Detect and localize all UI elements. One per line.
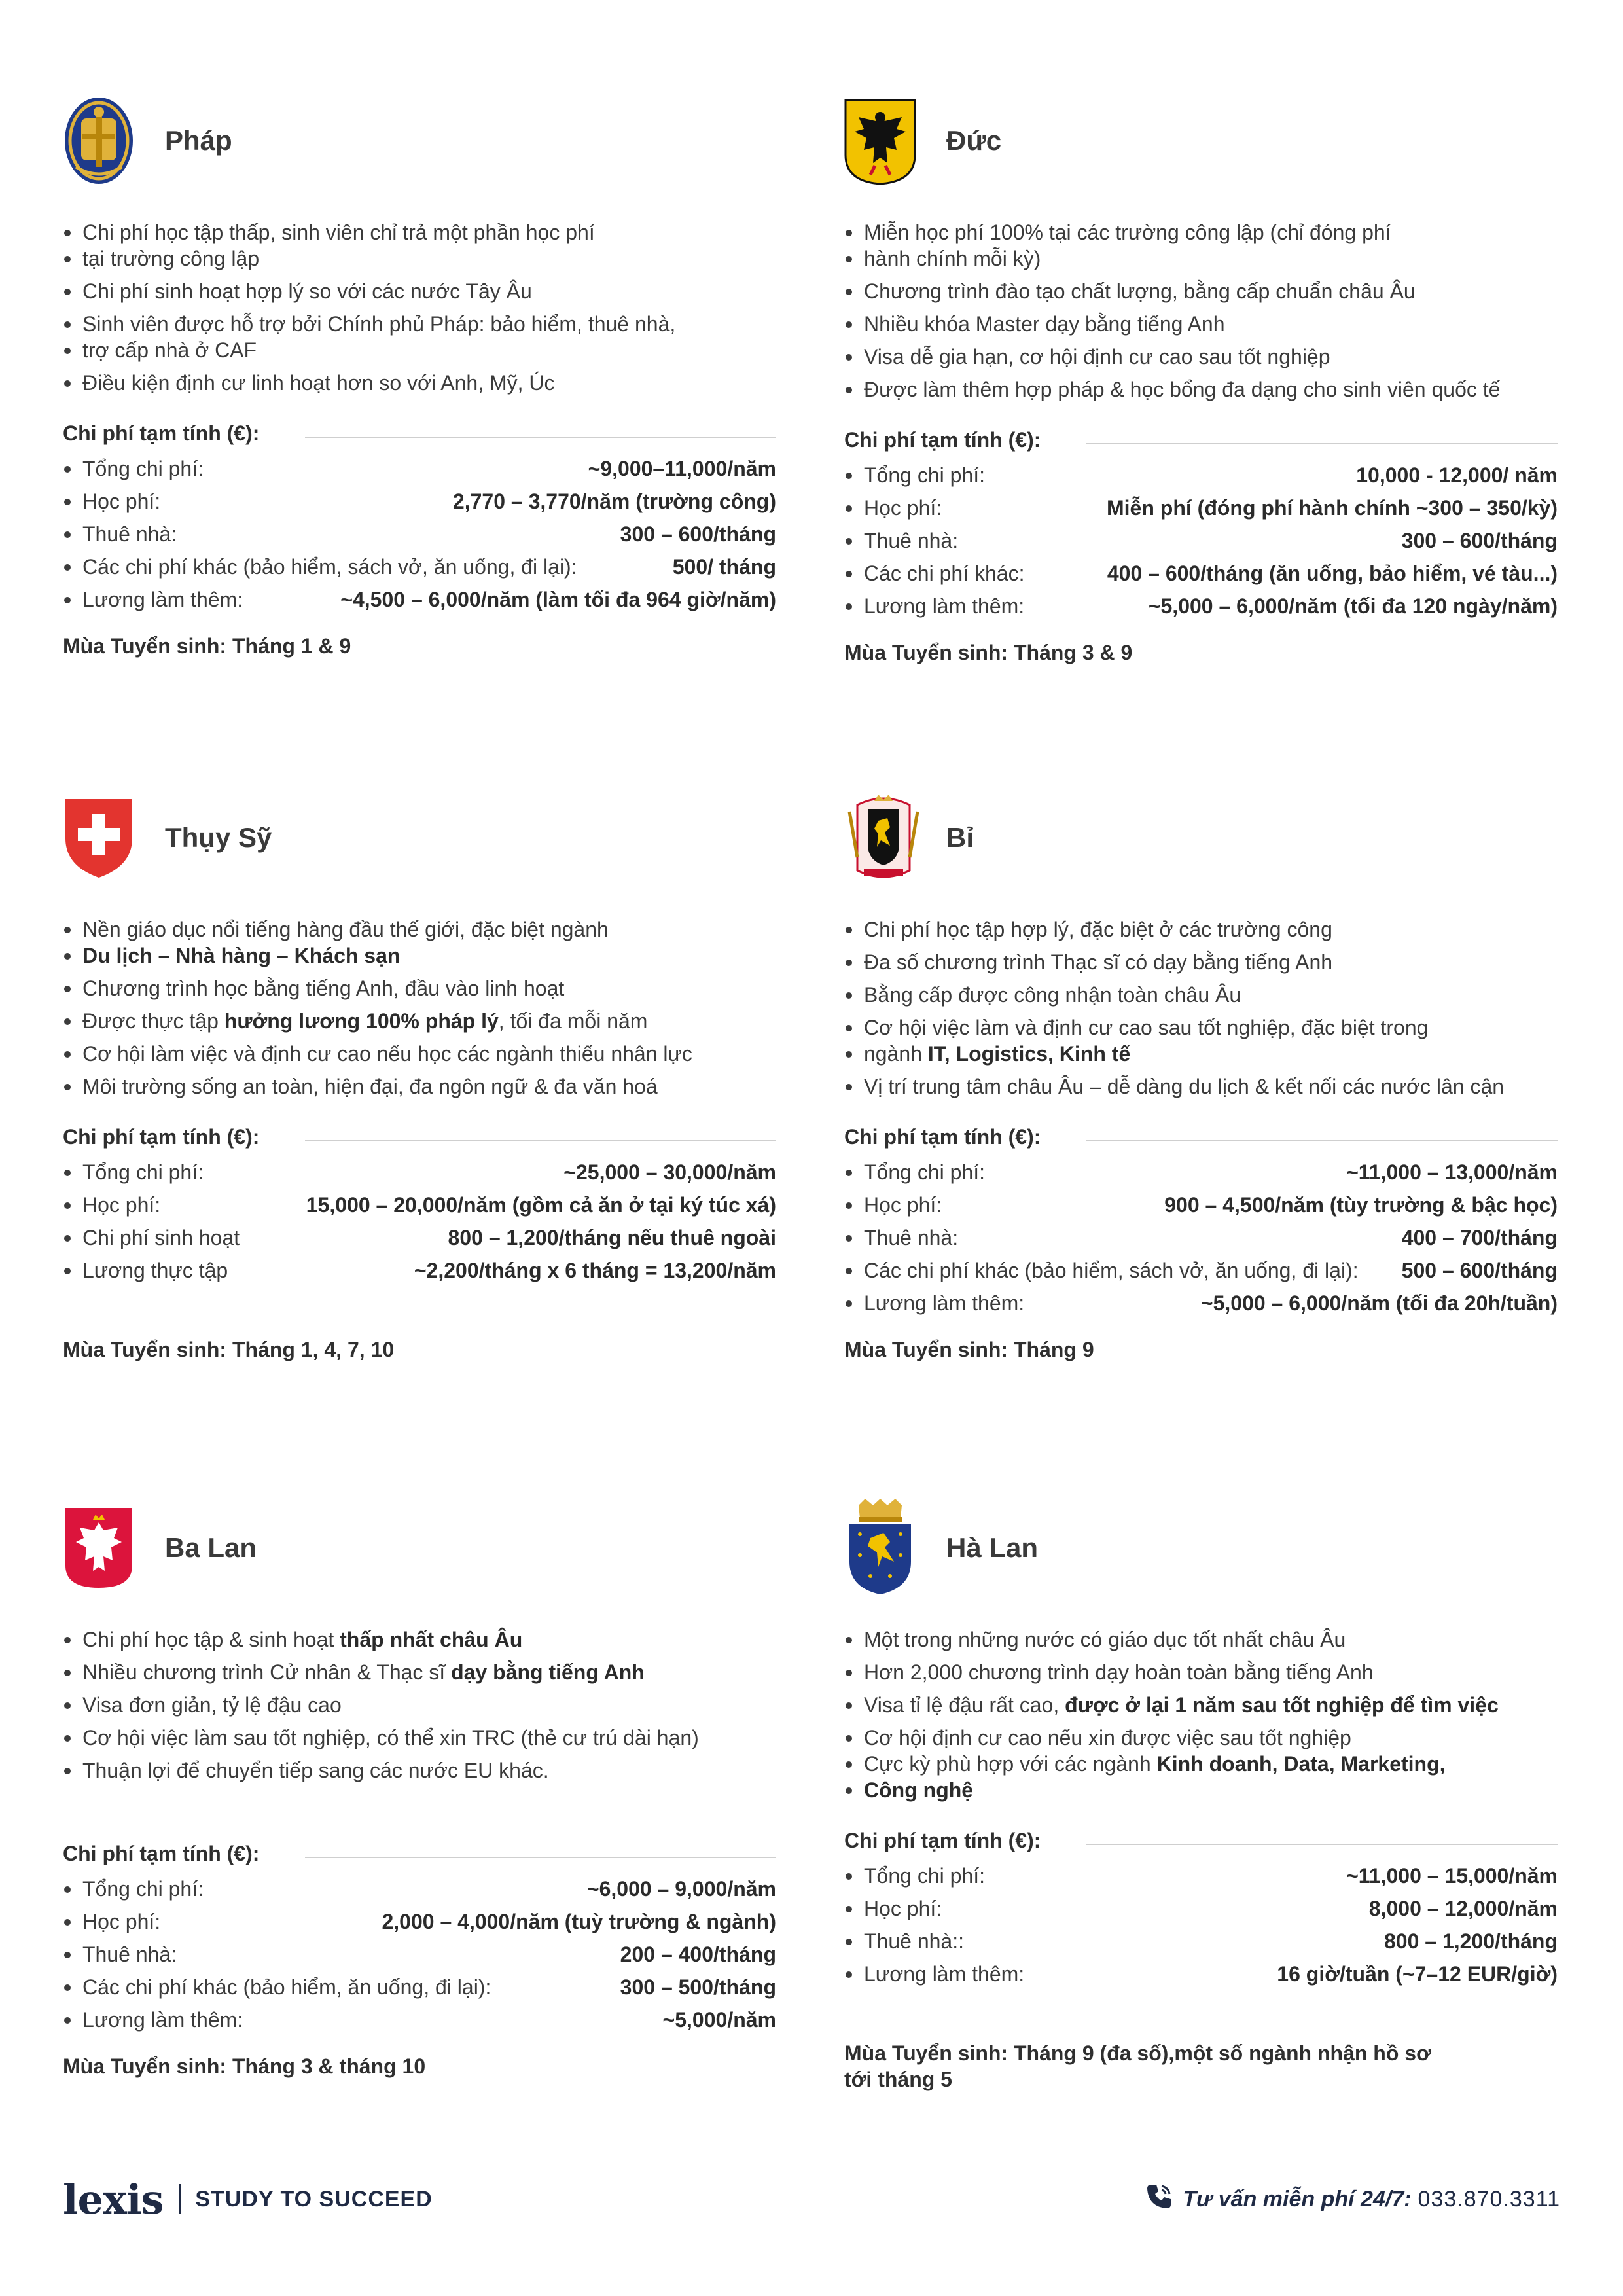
- cost-value: ~5,000/năm: [662, 2008, 776, 2032]
- cost-value: 16 giờ/tuần (~7–12 EUR/giờ): [1277, 1962, 1558, 1986]
- cost-label: Lương làm thêm:: [82, 2008, 243, 2032]
- cost-value: 300 – 600/tháng: [1401, 529, 1558, 552]
- cost-row: [63, 1971, 776, 2003]
- admission-season: Mùa Tuyển sinh: Tháng 1 & 9: [63, 634, 351, 658]
- country-card-netherlands: [844, 1499, 1558, 2092]
- cost-value: 200 – 400/tháng: [620, 1943, 776, 1966]
- cost-label: Chi phí sinh hoạt: [82, 1226, 240, 1249]
- feature-item: Được thực tập hưởng lương 100% pháp lý, tối đa mỗi năm: [63, 1005, 776, 1037]
- cost-row: [844, 492, 1558, 524]
- cost-value: Miễn phí (đóng phí hành chính ~300 – 350/kỳ): [1107, 496, 1558, 520]
- poland-eagle-icon: [63, 1499, 141, 1597]
- cost-value: ~25,000 – 30,000/năm: [563, 1160, 776, 1184]
- cost-row: [63, 1254, 776, 1287]
- cost-list: [63, 1156, 776, 1287]
- cost-label: Học phí:: [864, 1897, 942, 1920]
- cost-value: 400 – 600/tháng (ăn uống, bảo hiểm, vé tàu...): [1107, 562, 1558, 585]
- cost-value: 2,770 – 3,770/năm (trường công): [452, 490, 776, 513]
- cost-label: Lương làm thêm:: [864, 594, 1025, 618]
- swiss-cross-icon: [63, 789, 141, 887]
- cost-title: Chi phí tạm tính (€):: [844, 1829, 1041, 1852]
- cost-row: [844, 557, 1558, 590]
- cost-label: Học phí:: [82, 1910, 161, 1933]
- cost-value: ~4,500 – 6,000/năm (làm tối đa 964 giờ/năm): [340, 588, 776, 611]
- highlight-text: dạy bằng tiếng Anh: [451, 1660, 645, 1684]
- hotline-label: Tư vấn miễn phí 24/7:: [1183, 2186, 1412, 2212]
- cost-row: [844, 1859, 1558, 1892]
- cost-label: Học phí:: [82, 490, 161, 513]
- feature-item: Chương trình đào tạo chất lượng, bằng cấp chuẩn châu Âu: [844, 275, 1558, 308]
- cost-value: 500/ tháng: [672, 555, 776, 579]
- cost-title: Chi phí tạm tính (€):: [844, 428, 1041, 452]
- country-name: Ba Lan: [165, 1532, 257, 1563]
- cost-label: Tổng chi phí:: [864, 463, 985, 487]
- cost-row: [844, 1287, 1558, 1319]
- netherlands-coat-of-arms-icon: [844, 1499, 923, 1597]
- cost-value: ~11,000 – 13,000/năm: [1346, 1160, 1558, 1184]
- feature-item: Thuận lợi để chuyển tiếp sang các nước EU khác.: [63, 1754, 776, 1787]
- feature-list: [63, 1623, 776, 1787]
- cost-row: [844, 1892, 1558, 1925]
- divider: [1086, 1140, 1558, 1141]
- phone-icon: [1145, 2182, 1173, 2217]
- cost-row: [844, 590, 1558, 622]
- cost-header: [844, 428, 1558, 452]
- hotline[interactable]: [1145, 2182, 1560, 2217]
- cost-value: 500 – 600/tháng: [1401, 1259, 1558, 1282]
- cost-value: ~11,000 – 15,000/năm: [1346, 1864, 1558, 1888]
- cost-label: Tổng chi phí:: [82, 457, 204, 480]
- cost-list: [844, 1156, 1558, 1319]
- cost-row: [63, 452, 776, 485]
- divider: [1086, 1844, 1558, 1845]
- cost-list: [63, 452, 776, 616]
- cost-value: 10,000 - 12,000/ năm: [1356, 463, 1558, 487]
- cost-label: Thuê nhà:: [864, 1226, 959, 1249]
- feature-item: Chương trình học bằng tiếng Anh, đầu vào linh hoạt: [63, 972, 776, 1005]
- country-name: Bỉ: [946, 822, 974, 853]
- divider: [179, 2184, 181, 2214]
- cost-row: [844, 1189, 1558, 1221]
- cost-header: [63, 1842, 776, 1866]
- feature-item: Chi phí học tập & sinh hoạt thấp nhất châu Âu: [63, 1623, 776, 1656]
- tagline: STUDY TO SUCCEED: [195, 2186, 433, 2212]
- feature-item: Vị trí trung tâm châu Âu – dễ dàng du lịch & kết nối các nước lân cận: [844, 1070, 1558, 1103]
- cost-label: Các chi phí khác (bảo hiểm, sách vở, ăn uống, đi lại):: [82, 555, 577, 579]
- cost-label: Các chi phí khác (bảo hiểm, sách vở, ăn uống, đi lại):: [864, 1259, 1359, 1282]
- feature-item-continuation: tại trường công lập: [63, 242, 776, 275]
- cost-row: [63, 2003, 776, 2036]
- highlight-text: Du lịch – Nhà hàng – Khách sạn: [82, 944, 401, 967]
- cost-value: 900 – 4,500/năm (tùy trường & bậc học): [1164, 1193, 1558, 1217]
- cost-title: Chi phí tạm tính (€):: [844, 1125, 1041, 1149]
- cost-row: [63, 518, 776, 550]
- country-name: Đức: [946, 125, 1002, 156]
- cost-label: Học phí:: [82, 1193, 161, 1217]
- highlight-text: thấp nhất châu Âu: [340, 1628, 523, 1651]
- cost-label: Lương làm thêm:: [82, 588, 243, 611]
- feature-item: Visa tỉ lệ đậu rất cao, được ở lại 1 năm sau tốt nghiệp để tìm việc: [844, 1689, 1558, 1721]
- cost-value: ~2,200/tháng x 6 tháng = 13,200/năm: [414, 1259, 776, 1282]
- cost-value: 800 – 1,200/tháng: [1383, 1929, 1558, 1953]
- cost-label: Tổng chi phí:: [82, 1160, 204, 1184]
- admission-season: Mùa Tuyển sinh: Tháng 3 & tháng 10: [63, 2054, 426, 2078]
- lexis-logo: lexis: [63, 2175, 164, 2223]
- cost-row: [63, 1873, 776, 1905]
- admission-season: [844, 2040, 1558, 2092]
- cost-row: [63, 485, 776, 518]
- country-name: Hà Lan: [946, 1532, 1039, 1563]
- cost-label: Thuê nhà:: [864, 529, 959, 552]
- cost-value: ~5,000 – 6,000/năm (tối đa 120 ngày/năm): [1148, 594, 1558, 618]
- cost-value: ~9,000–11,000/năm: [588, 457, 776, 480]
- cost-value: 800 – 1,200/tháng nếu thuê ngoài: [448, 1226, 776, 1249]
- feature-item: Cơ hội việc làm và định cư cao sau tốt nghiệp, đặc biệt trong: [844, 1011, 1558, 1044]
- cost-row: [844, 1925, 1558, 1958]
- cost-title: Chi phí tạm tính (€):: [63, 1125, 260, 1149]
- cost-label: Tổng chi phí:: [864, 1864, 985, 1888]
- feature-item: Một trong những nước có giáo dục tốt nhất châu Âu: [844, 1623, 1558, 1656]
- cost-header: [844, 1125, 1558, 1149]
- feature-list: [844, 1623, 1558, 1806]
- cost-value: ~5,000 – 6,000/năm (tối đa 20h/tuần): [1200, 1291, 1558, 1315]
- feature-item: Chi phí học tập thấp, sinh viên chỉ trả một phần học phí: [63, 216, 776, 249]
- highlight-text: hưởng lương 100% pháp lý: [224, 1009, 499, 1033]
- feature-item: Hơn 2,000 chương trình dạy hoàn toàn bằng tiếng Anh: [844, 1656, 1558, 1689]
- feature-item: Visa dễ gia hạn, cơ hội định cư cao sau tốt nghiệp: [844, 340, 1558, 373]
- feature-item: Sinh viên được hỗ trợ bởi Chính phủ Pháp: bảo hiểm, thuê nhà,: [63, 308, 776, 340]
- cost-header: [844, 1829, 1558, 1853]
- feature-item: Nhiều khóa Master dạy bằng tiếng Anh: [844, 308, 1558, 340]
- cost-row: [63, 1156, 776, 1189]
- cost-row: [63, 550, 776, 583]
- feature-item: Nhiều chương trình Cử nhân & Thạc sĩ dạy bằng tiếng Anh: [63, 1656, 776, 1689]
- cost-label: Lương làm thêm:: [864, 1962, 1025, 1986]
- cost-list: [844, 1859, 1558, 1990]
- cost-value: 300 – 500/tháng: [620, 1975, 776, 1999]
- divider: [1086, 443, 1558, 444]
- feature-item: Cơ hội việc làm sau tốt nghiệp, có thể xin TRC (thẻ cư trú dài hạn): [63, 1721, 776, 1754]
- cost-value: 300 – 600/tháng: [620, 522, 776, 546]
- page-footer: [63, 2173, 1560, 2225]
- cost-row: [844, 1958, 1558, 1990]
- cost-row: [63, 1189, 776, 1221]
- cost-label: Lương làm thêm:: [864, 1291, 1025, 1315]
- admission-season-line: Mùa Tuyển sinh: Tháng 9 (đa số),một số ngành nhận hồ sơ: [844, 2041, 1431, 2065]
- cost-row: [63, 1938, 776, 1971]
- divider: [305, 437, 776, 438]
- highlight-text: Kinh doanh, Data, Marketing,: [1156, 1752, 1446, 1776]
- feature-item: Được làm thêm hợp pháp & học bổng đa dạng cho sinh viên quốc tế: [844, 373, 1558, 406]
- cost-list: [63, 1873, 776, 2036]
- hotline-number[interactable]: 033.870.3311: [1418, 2186, 1560, 2212]
- feature-item: Miễn học phí 100% tại các trường công lập (chỉ đóng phí: [844, 216, 1558, 249]
- cost-list: [844, 459, 1558, 622]
- country-card-poland: [63, 1499, 776, 2079]
- france-emblem-icon: [63, 92, 141, 190]
- cost-row: [844, 524, 1558, 557]
- cost-row: [63, 583, 776, 616]
- admission-season: Mùa Tuyển sinh: Tháng 3 & 9: [844, 641, 1133, 664]
- cost-label: Lương thực tập: [82, 1259, 228, 1282]
- divider: [305, 1857, 776, 1858]
- feature-item-continuation: Cực kỳ phù hợp với các ngành Kinh doanh, Data, Marketing,: [844, 1748, 1558, 1780]
- cost-row: [844, 1254, 1558, 1287]
- feature-item: Cơ hội định cư cao nếu xin được việc sau tốt nghiệp: [844, 1721, 1558, 1754]
- cost-title: Chi phí tạm tính (€):: [63, 1842, 260, 1865]
- cost-title: Chi phí tạm tính (€):: [63, 422, 260, 445]
- feature-item: Điều kiện định cư linh hoạt hơn so với Anh, Mỹ, Úc: [63, 367, 776, 399]
- feature-item: Cơ hội làm việc và định cư cao nếu học các ngành thiếu nhân lực: [63, 1037, 776, 1070]
- highlight-text: được ở lại 1 năm sau tốt nghiệp để tìm việc: [1065, 1693, 1499, 1717]
- brand: [63, 2176, 433, 2223]
- highlight-text: Công nghệ: [864, 1778, 974, 1802]
- feature-item: Bằng cấp được công nhận toàn châu Âu: [844, 978, 1558, 1011]
- cost-value: ~6,000 – 9,000/năm: [586, 1877, 776, 1901]
- feature-item-continuation: hành chính mỗi kỳ): [844, 242, 1558, 275]
- card-header: [844, 1499, 1558, 1597]
- card-header: [63, 92, 776, 190]
- feature-item-continuation: trợ cấp nhà ở CAF: [63, 334, 776, 367]
- country-card-belgium: [844, 789, 1558, 1363]
- feature-item: Đa số chương trình Thạc sĩ có dạy bằng tiếng Anh: [844, 946, 1558, 978]
- cost-label: Tổng chi phí:: [82, 1877, 204, 1901]
- cost-row: [63, 1221, 776, 1254]
- cost-value: 15,000 – 20,000/năm (gồm cả ăn ở tại ký túc xá): [306, 1193, 776, 1217]
- cost-row: [844, 459, 1558, 492]
- cost-row: [844, 1156, 1558, 1189]
- country-name: Thụy Sỹ: [165, 822, 272, 853]
- divider: [305, 1140, 776, 1141]
- cost-label: Học phí:: [864, 496, 942, 520]
- country-card-france: [63, 92, 776, 659]
- feature-list: [63, 913, 776, 1103]
- belgium-coat-of-arms-icon: [844, 789, 923, 887]
- feature-item-continuation: [63, 939, 776, 972]
- cost-label: Tổng chi phí:: [864, 1160, 985, 1184]
- cost-value: 400 – 700/tháng: [1401, 1226, 1558, 1249]
- cost-row: [844, 1221, 1558, 1254]
- cost-header: [63, 1125, 776, 1149]
- cost-label: Thuê nhà:: [82, 1943, 177, 1966]
- feature-list: [844, 216, 1558, 406]
- country-card-switzerland: [63, 789, 776, 1363]
- admission-season: Mùa Tuyển sinh: Tháng 1, 4, 7, 10: [63, 1338, 395, 1361]
- feature-item: Chi phí sinh hoạt hợp lý so với các nước Tây Âu: [63, 275, 776, 308]
- highlight-text: IT, Logistics, Kinh tế: [927, 1042, 1131, 1066]
- cost-label: Học phí:: [864, 1193, 942, 1217]
- cost-row: [63, 1905, 776, 1938]
- cost-label: Các chi phí khác (bảo hiểm, ăn uống, đi lại):: [82, 1975, 491, 1999]
- card-header: [63, 789, 776, 887]
- admission-season: Mùa Tuyển sinh: Tháng 9: [844, 1338, 1094, 1361]
- feature-item-continuation: [844, 1774, 1558, 1806]
- country-name: Pháp: [165, 125, 232, 156]
- card-header: [844, 92, 1558, 190]
- feature-item-continuation: ngành IT, Logistics, Kinh tế: [844, 1037, 1558, 1070]
- cost-value: 2,000 – 4,000/năm (tuỳ trường & ngành): [382, 1910, 776, 1933]
- cost-value: 8,000 – 12,000/năm: [1368, 1897, 1558, 1920]
- feature-item: Nền giáo dục nổi tiếng hàng đầu thế giới, đặc biệt ngành: [63, 913, 776, 946]
- card-header: [63, 1499, 776, 1597]
- cost-header: [63, 422, 776, 446]
- germany-eagle-icon: [844, 92, 923, 190]
- feature-item: Môi trường sống an toàn, hiện đại, đa ngôn ngữ & đa văn hoá: [63, 1070, 776, 1103]
- cost-label: Thuê nhà::: [864, 1929, 964, 1953]
- feature-list: [63, 216, 776, 399]
- feature-item: Visa đơn giản, tỷ lệ đậu cao: [63, 1689, 776, 1721]
- feature-list: [844, 913, 1558, 1103]
- feature-item: Chi phí học tập hợp lý, đặc biệt ở các trường công: [844, 913, 1558, 946]
- cost-label: Thuê nhà:: [82, 522, 177, 546]
- country-card-germany: [844, 92, 1558, 666]
- card-header: [844, 789, 1558, 887]
- admission-season-line: tới tháng 5: [844, 2068, 952, 2091]
- cost-label: Các chi phí khác:: [864, 562, 1025, 585]
